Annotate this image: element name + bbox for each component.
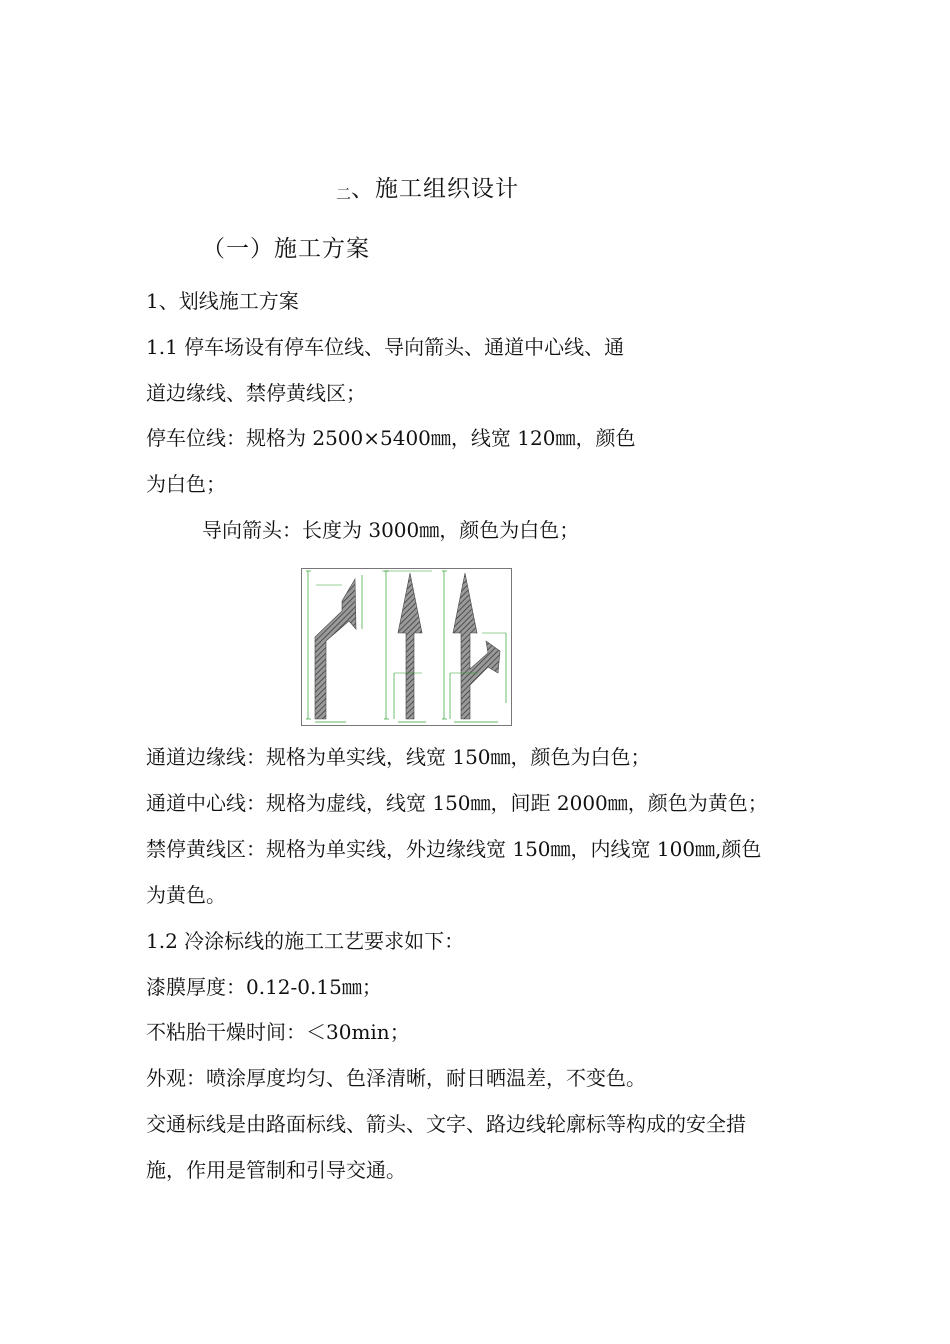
heading-title: 、施工组织设计 [351,176,520,202]
para-1-1-line2: 道边缘线、禁停黄线区； [146,381,366,405]
section-heading [336,170,519,204]
parking-spec-line2: 为白色； [146,472,226,496]
arrow-spec: 导向箭头：长度为 3000㎜，颜色为白色； [202,518,580,542]
summary-line2: 施，作用是管制和引导交通。 [146,1158,406,1182]
heading-number: 二 [336,185,352,203]
no-parking-spec-line1: 禁停黄线区：规格为单实线，外边缘线宽 150㎜，内线宽 100㎜,颜色 [146,837,762,861]
parking-spec-line1: 停车位线：规格为 2500×5400㎜，线宽 120㎜，颜色 [146,426,636,450]
center-line-spec: 通道中心线：规格为虚线，线宽 150㎜，间距 2000㎜，颜色为黄色； [146,791,768,815]
para-1-2: 1.2 冷涂标线的施工工艺要求如下： [146,929,465,953]
arrow-straight-right-icon [442,571,506,722]
appearance: 外观：喷涂厚度均匀、色泽清晰，耐日晒温差，不变色。 [146,1066,646,1090]
no-parking-spec-line2: 为黄色。 [146,883,226,907]
film-thickness: 漆膜厚度：0.12-0.15㎜； [146,975,382,999]
section1-title: 1、划线施工方案 [146,289,299,313]
direction-arrows-drawing-icon [302,569,511,725]
edge-line-spec: 通道边缘线：规格为单实线，线宽 150㎜，颜色为白色； [146,745,651,769]
arrow-straight-icon [382,571,432,722]
direction-arrows-figure [301,568,512,726]
arrow-turn-right-icon [306,571,362,722]
para-1-1-line1: 1.1 停车场设有停车位线、导向箭头、通道中心线、通 [146,335,625,359]
dry-time: 不粘胎干燥时间：＜30min； [146,1020,410,1044]
summary-line1: 交通标线是由路面标线、箭头、文字、路边线轮廓标等构成的安全措 [146,1112,746,1136]
subheading: （一）施工方案 [202,236,370,262]
